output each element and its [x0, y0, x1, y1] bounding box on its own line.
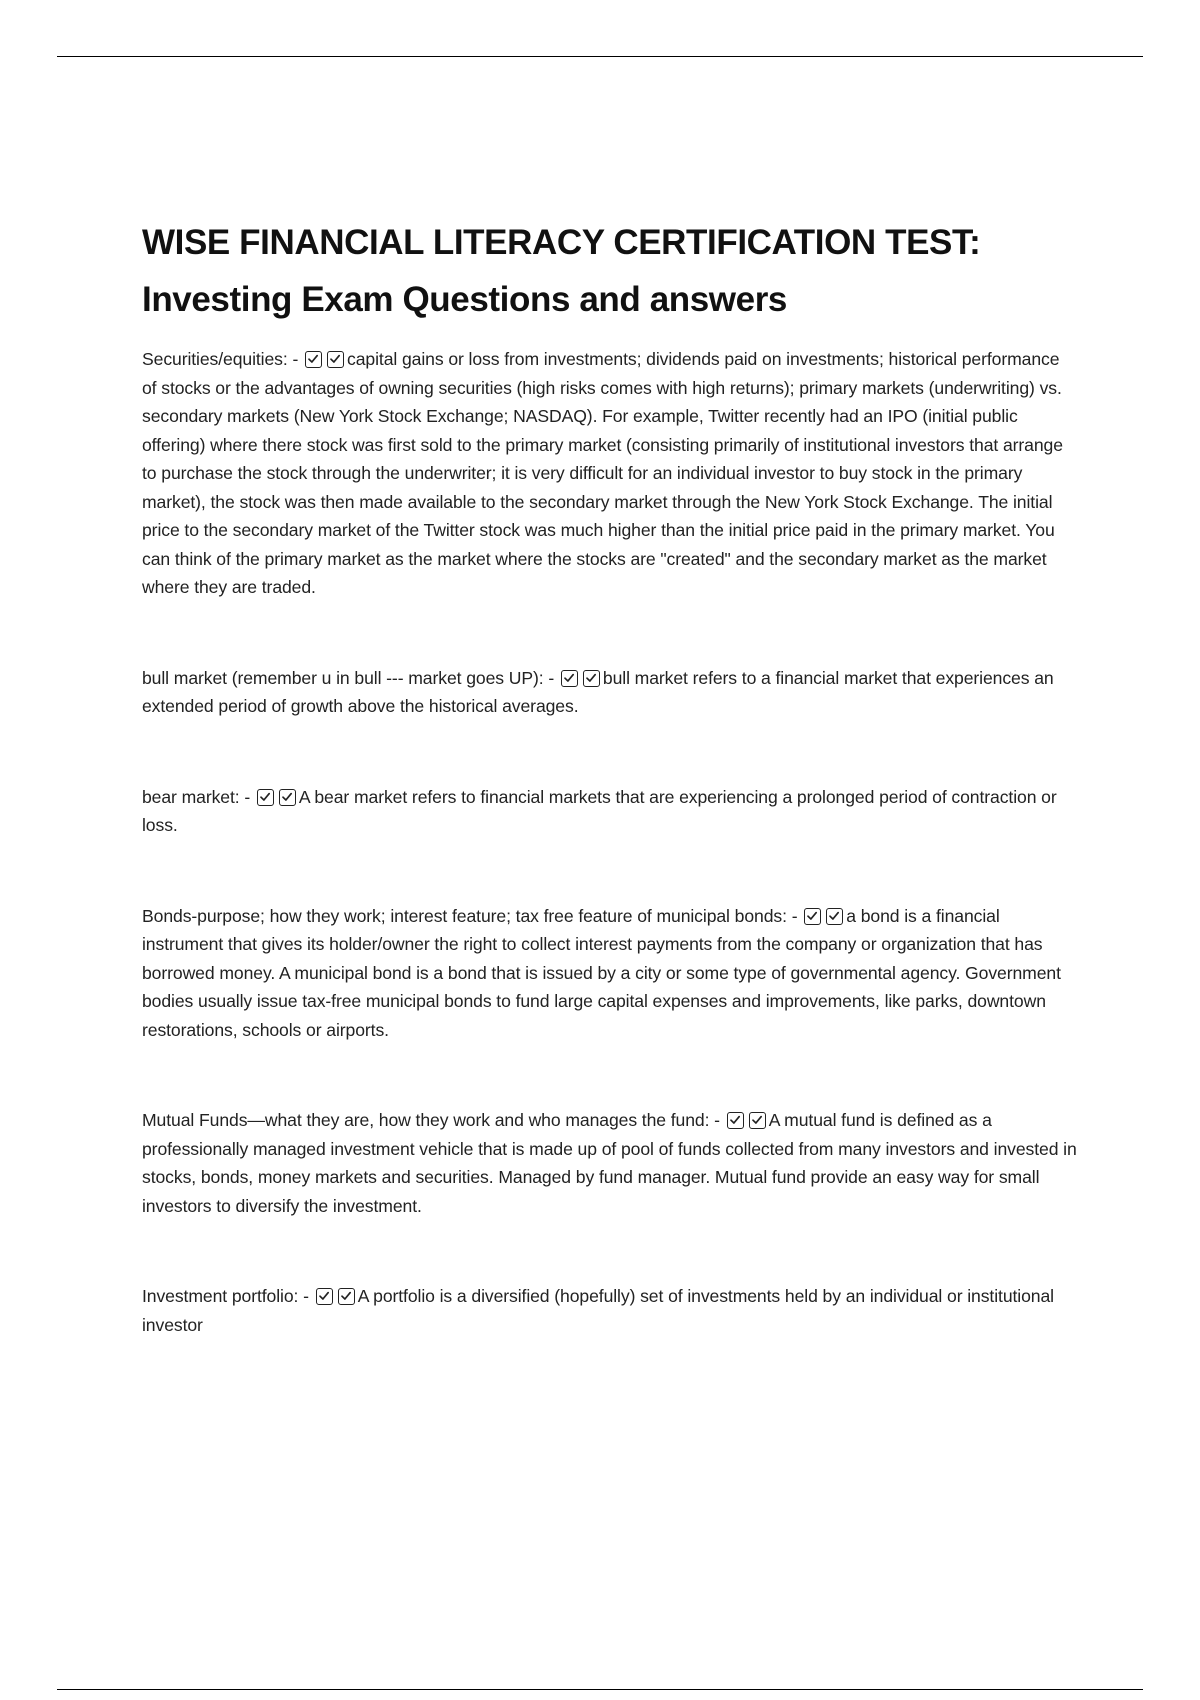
qa-answer: bull market refers to a financial market that experiences an extended period of growth above the historical averages. — [142, 667, 1054, 716]
qa-separator: - — [548, 667, 555, 688]
checkbox-checked-icon — [727, 1112, 744, 1129]
qa-item — [142, 664, 1077, 721]
checkbox-checked-icon — [257, 789, 274, 806]
qa-item — [142, 345, 1077, 602]
header-rule — [57, 56, 1143, 57]
checkbox-checked-icon — [305, 351, 322, 368]
qa-item — [142, 902, 1077, 1045]
title-line-2: Investing Exam Questions and answers — [142, 280, 787, 319]
footer-rule — [57, 1689, 1143, 1690]
qa-separator: - — [244, 786, 251, 807]
qa-answer: capital gains or loss from investments; dividends paid on investments; historical performance of stocks or the advantages of owning securities (high risks comes with high returns); primary markets (underwriting) vs. secondary markets (New York Stock Exchange; NASDAQ). For example, Twitter recently had an IPO (initial public offering) where there stock was first sold to the primary market (consisting primarily of institutional investors that arrange to purchase the stock through the underwriter; it is very difficult for an individual investor to buy stock in the primary market), the stock was then made available to the secondary market through the New York Stock Exchange. The initial price to the secondary market of the Twitter stock was much higher than the initial price paid in the primary market. You can think of the primary market as the market where the stocks are "created" and the secondary market as the market where they are traded. — [142, 349, 1063, 597]
qa-term: bear market: — [142, 786, 240, 807]
document-title — [142, 214, 1077, 328]
qa-answer: a bond is a financial instrument that gives its holder/owner the right to collect interest payments from the company or organization that has borrowed money. A municipal bond is a bond that is issued by a city or some type of governmental agency. Government bodies usually issue tax-free municipal bonds to fund large capital expenses and improvements, like parks, downtown restorations, schools or airports. — [142, 905, 1061, 1040]
qa-separator: - — [303, 1286, 309, 1306]
checkbox-checked-icon — [279, 789, 296, 806]
checkbox-checked-icon — [804, 908, 821, 925]
qa-term: Investment portfolio: — [142, 1286, 299, 1306]
document-body — [142, 214, 1077, 1339]
qa-separator: - — [791, 905, 798, 926]
checkbox-checked-icon — [316, 1288, 333, 1305]
qa-term: Mutual Funds—what they are, how they work and who manages the fund: — [142, 1110, 710, 1130]
qa-item — [142, 1282, 1077, 1339]
qa-answer: A portfolio is a diversified (hopefully) set of investments held by an individual or institutional investor — [142, 1286, 1054, 1335]
qa-separator: - — [714, 1110, 720, 1130]
qa-separator: - — [292, 349, 299, 369]
qa-item — [142, 1106, 1077, 1220]
qa-answer: A bear market refers to financial markets that are experiencing a prolonged period of contraction or loss. — [142, 786, 1057, 835]
qa-answer: A mutual fund is defined as a professionally managed investment vehicle that is made up of pool of funds collected from many investors and invested in stocks, bonds, money markets and securities. Managed by fund manager. Mutual fund provide an easy way for small investors to diversify the investment. — [142, 1110, 1077, 1216]
title-line-1: WISE FINANCIAL LITERACY CERTIFICATION TEST: — [142, 223, 981, 262]
checkbox-checked-icon — [583, 670, 600, 687]
checkbox-checked-icon — [749, 1112, 766, 1129]
qa-term: bull market (remember u in bull --- market goes UP): — [142, 667, 544, 688]
checkbox-checked-icon — [561, 670, 578, 687]
checkbox-checked-icon — [826, 908, 843, 925]
checkbox-checked-icon — [327, 351, 344, 368]
checkbox-checked-icon — [338, 1288, 355, 1305]
qa-term: Securities/equities: — [142, 349, 288, 369]
qa-item — [142, 783, 1077, 840]
qa-term: Bonds-purpose; how they work; interest feature; tax free feature of municipal bonds: — [142, 905, 787, 926]
